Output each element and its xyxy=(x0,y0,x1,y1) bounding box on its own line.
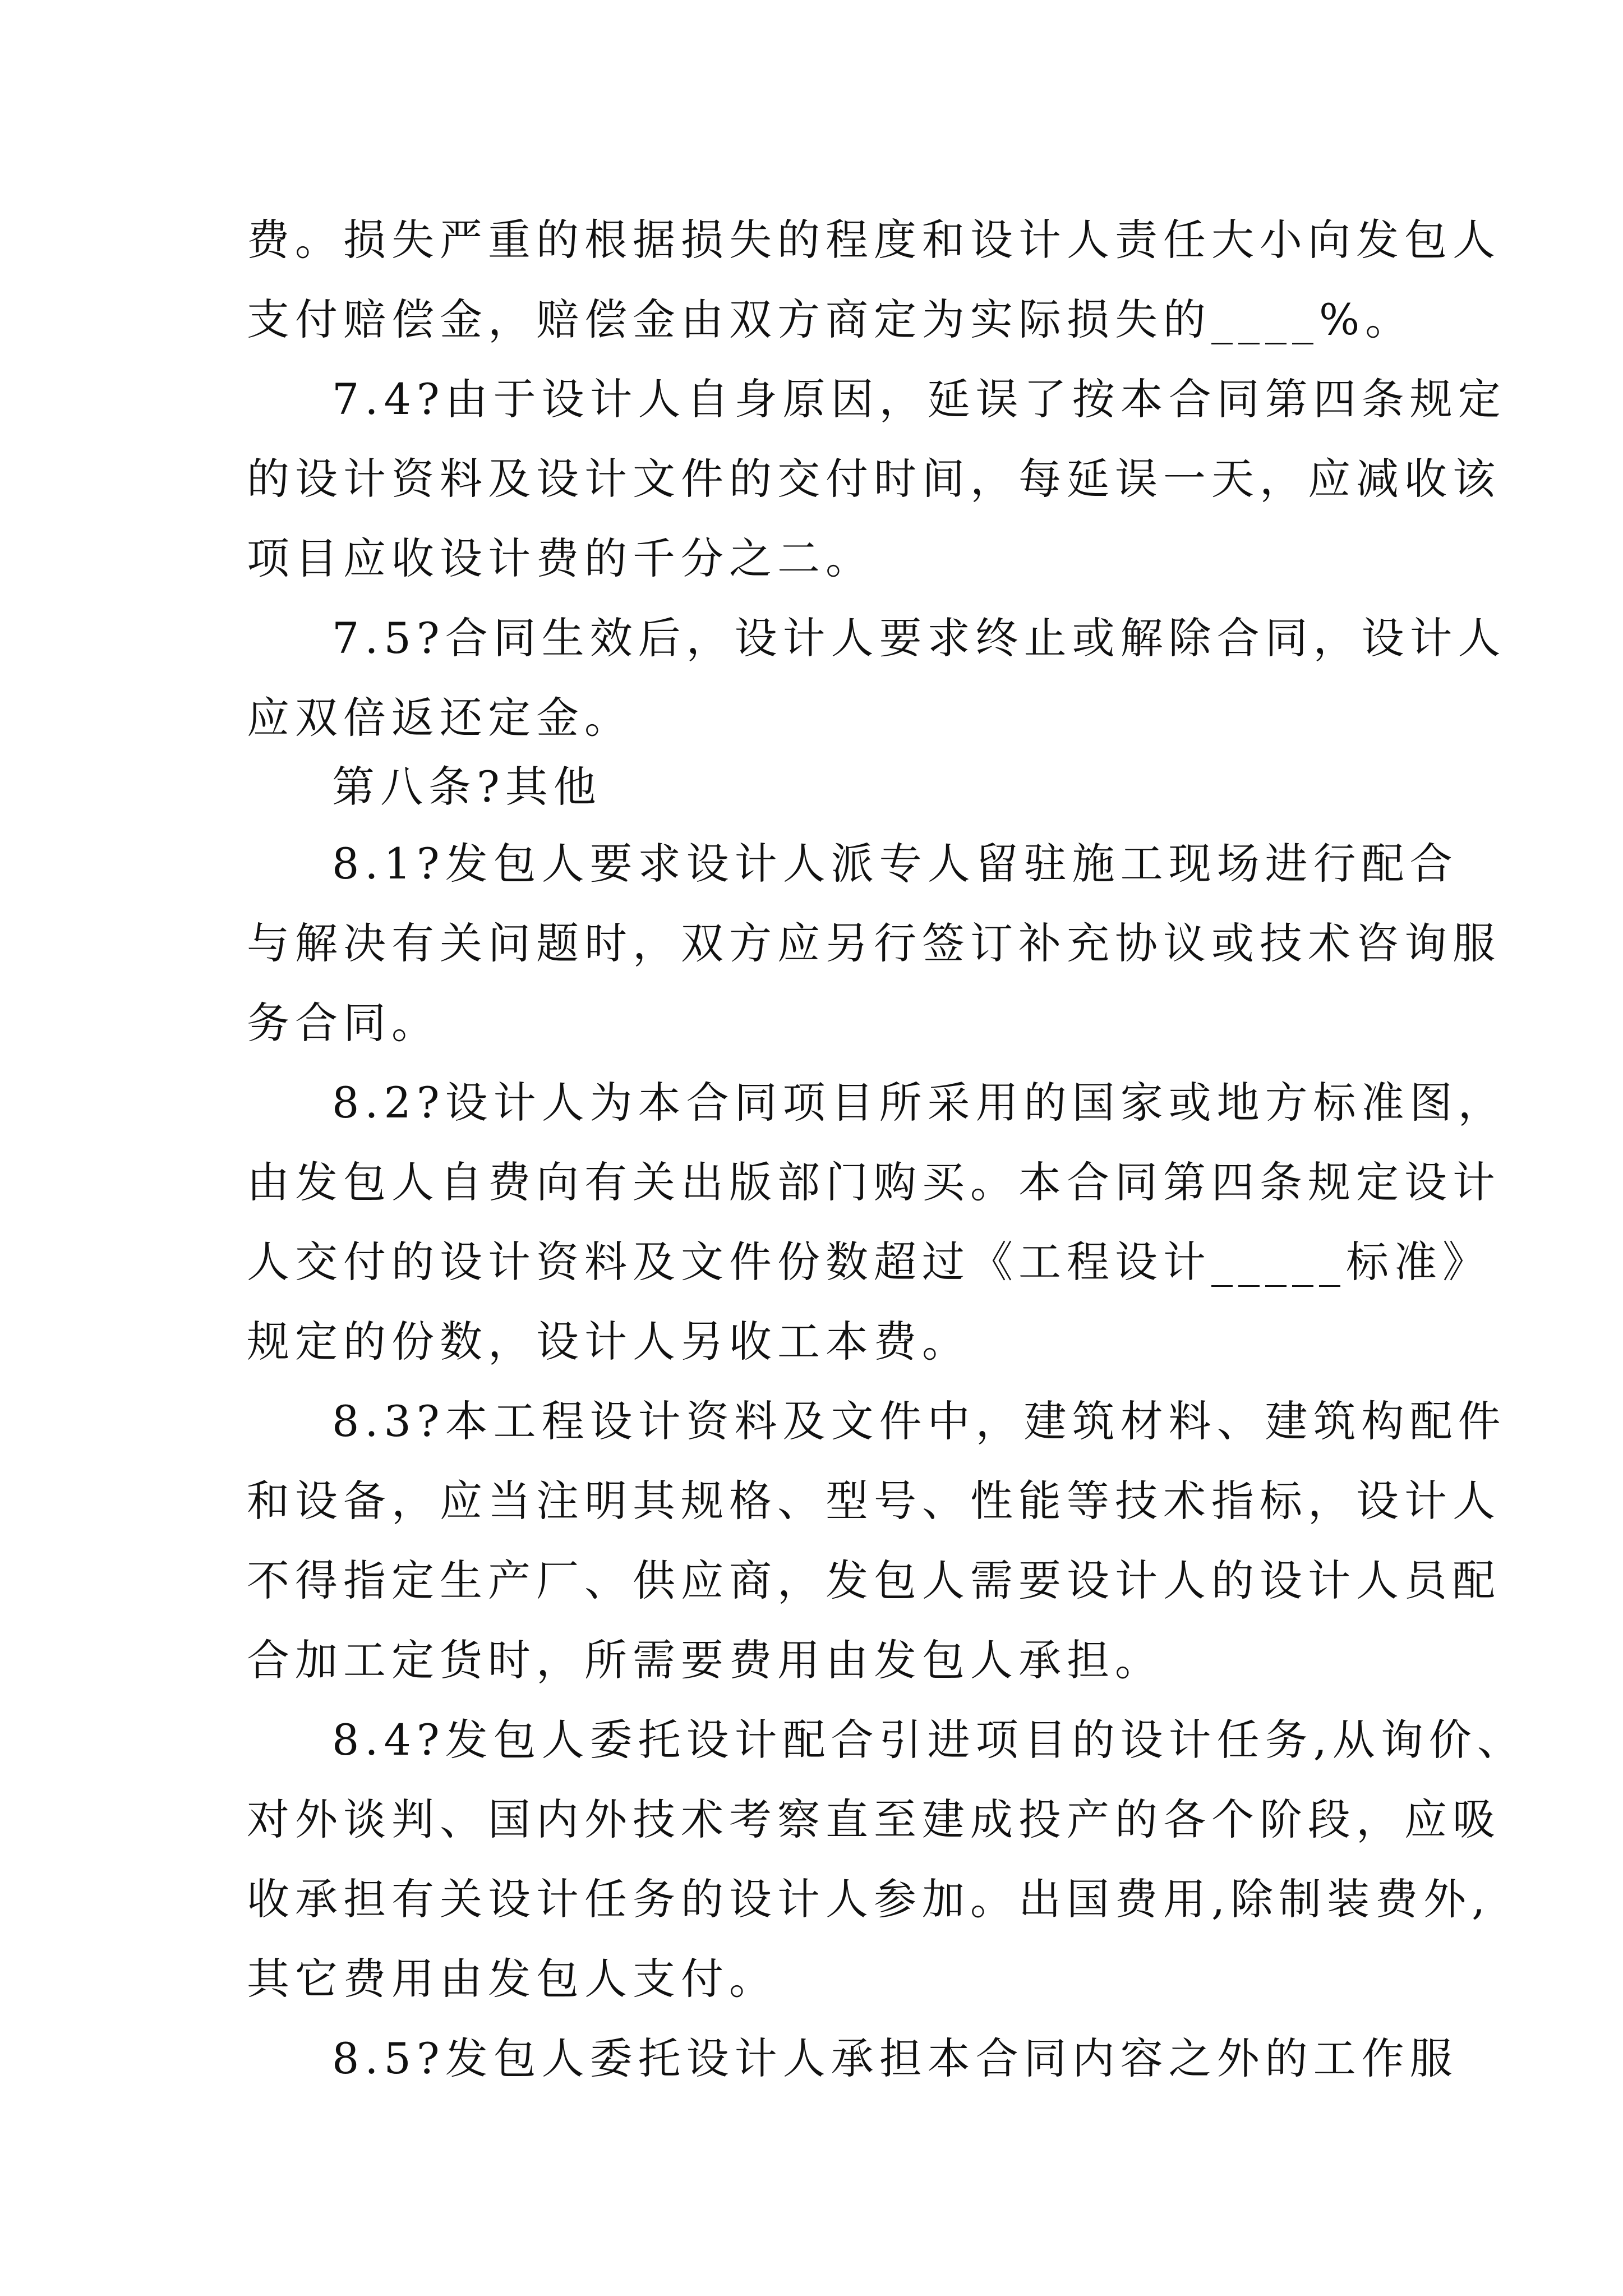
text-line: 人交付的设计资料及文件份数超过《工程设计_____标准》 xyxy=(247,1237,1491,1287)
clause-8-4: 8.4?发包人委托设计配合引进项目的设计任务,从询价、 xyxy=(332,1715,1525,1765)
text-line: 规定的份数，设计人另收工本费。 xyxy=(247,1317,970,1366)
text-line: 费。损失严重的根据损失的程度和设计人责任大小向发包人 xyxy=(247,215,1501,265)
text-line: 对外谈判、国内外技术考察直至建成投产的各个阶段，应吸 xyxy=(247,1795,1501,1844)
text-line: 项目应收设计费的千分之二。 xyxy=(247,533,874,583)
article-8-heading: 第八条?其他 xyxy=(332,762,602,812)
text-line: 应双倍返还定金。 xyxy=(247,693,633,743)
clause-7-4: 7.4?由于设计人自身原因，延误了按本合同第四条规定 xyxy=(332,374,1506,424)
clause-8-2: 8.2?设计人为本合同项目所采用的国家或地方标准图， xyxy=(332,1078,1506,1128)
clause-8-3: 8.3?本工程设计资料及文件中，建筑材料、建筑构配件 xyxy=(332,1396,1506,1446)
text-line: 和设备，应当注明其规格、型号、性能等技术指标，设计人 xyxy=(247,1476,1501,1526)
text-line: 与解决有关问题时，双方应另行签订补充协议或技术咨询服 xyxy=(247,918,1501,968)
text-line: 其它费用由发包人支付。 xyxy=(247,1954,777,2004)
text-line: 收承担有关设计任务的设计人参加。出国费用,除制装费外, xyxy=(247,1874,1491,1924)
clause-8-1: 8.1?发包人要求设计人派专人留驻施工现场进行配合 xyxy=(332,839,1458,889)
text-line: 支付赔偿金，赔偿金由双方商定为实际损失的____%。 xyxy=(247,295,1414,344)
text-line: 合加工定货时，所需要费用由发包人承担。 xyxy=(247,1635,1163,1685)
clause-7-5: 7.5?合同生效后，设计人要求终止或解除合同，设计人 xyxy=(332,613,1506,663)
text-line: 由发包人自费向有关出版部门购买。本合同第四条规定设计 xyxy=(247,1157,1501,1207)
text-line: 的设计资料及设计文件的交付时间，每延误一天，应减收该 xyxy=(247,454,1501,504)
clause-8-5: 8.5?发包人委托设计人承担本合同内容之外的工作服 xyxy=(332,2033,1458,2083)
text-line: 不得指定生产厂、供应商，发包人需要设计人的设计人员配 xyxy=(247,1556,1501,1605)
text-line: 务合同。 xyxy=(247,998,440,1048)
